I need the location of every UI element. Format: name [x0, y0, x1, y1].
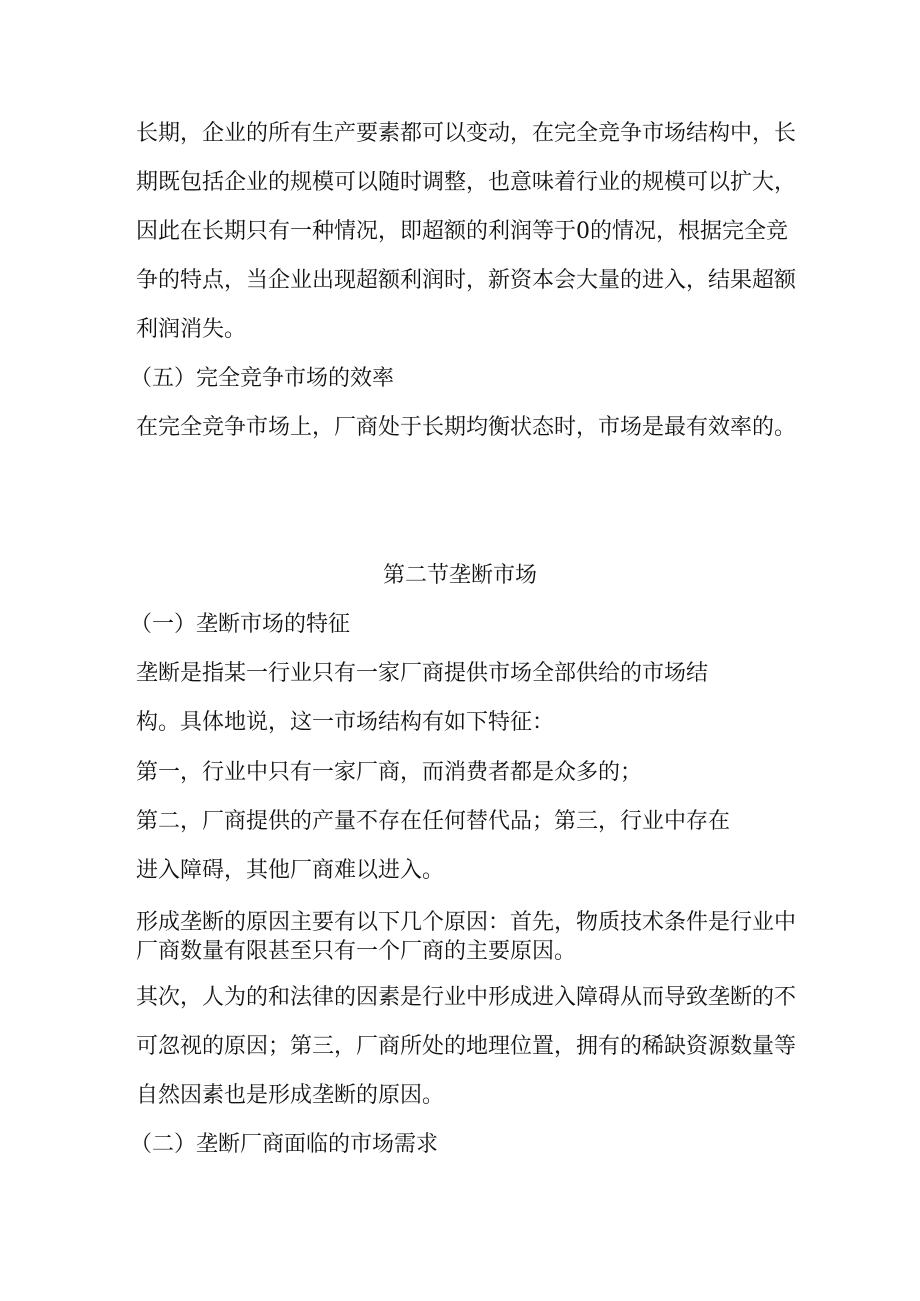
subsection-heading: （二）垄断厂商面临的市场需求 — [130, 1132, 439, 1157]
paragraph-line: 构。具体地说，这一市场结构有如下特征： — [136, 710, 555, 735]
chapter-title: 第二节垄断市场 — [382, 563, 537, 588]
subsection-heading: （一）垄断市场的特征 — [130, 612, 351, 637]
paragraph-line: 第一，行业中只有一家厂商，而消费者都是众多的； — [136, 760, 643, 785]
paragraph-line: 形成垄断的原因主要有以下几个原因：首先，物质技术条件是行业中 — [136, 910, 797, 935]
paragraph-line: 期既包括企业的规模可以随时调整，也意味着行业的规模可以扩大， — [136, 170, 797, 195]
paragraph-line: 可忽视的原因；第三，厂商所处的地理位置，拥有的稀缺资源数量等 — [136, 1034, 797, 1059]
paragraph-line: 自然因素也是形成垄断的原因。 — [136, 1083, 445, 1108]
paragraph-line: 垄断是指某一行业只有一家厂商提供市场全部供给的市场结 — [136, 661, 709, 686]
paragraph-line: 第二，厂商提供的产量不存在任何替代品；第三，行业中存在 — [136, 809, 731, 834]
paragraph-line: 其次，人为的和法律的因素是行业中形成进入障碍从而导致垄断的不 — [136, 985, 797, 1010]
paragraph-line: 利润消失。 — [136, 317, 247, 342]
paragraph-line: 争的特点，当企业出现超额利润时，新资本会大量的进入，结果超额 — [136, 268, 797, 293]
paragraph-line: 因此在长期只有一种情况，即超额的利润等于0的情况，根据完全竞 — [136, 219, 788, 244]
paragraph-line: 在完全竞争市场上，厂商处于长期均衡状态时，市场是最有效率的。 — [136, 415, 797, 440]
paragraph-line: 长期，企业的所有生产要素都可以变动，在完全竞争市场结构中，长 — [136, 121, 797, 146]
paragraph-line: 厂商数量有限甚至只有一个厂商的主要原因。 — [136, 939, 577, 964]
section-heading: （五）完全竞争市场的效率 — [130, 366, 395, 391]
paragraph-line: 进入障碍，其他厂商难以进入。 — [136, 858, 445, 883]
